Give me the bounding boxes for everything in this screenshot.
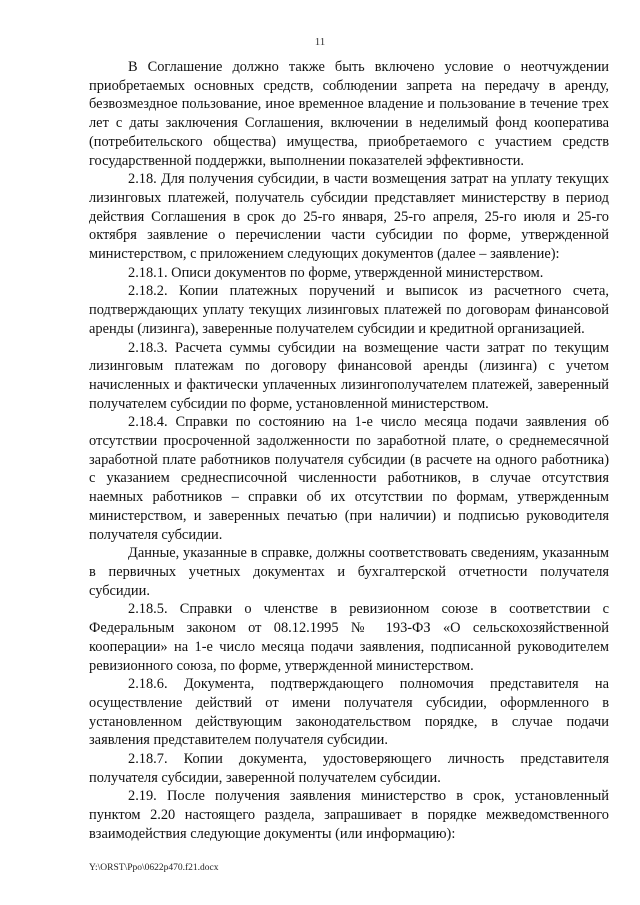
paragraph-2-18: 2.18. Для получения субсидии, в части возмещения затрат на уплату текущих лизинговых платежей, получатель субсидии представляет министерству в период действия Соглашения в срок до 25-го января, 25-го апреля, 25-го июля и 25-го октября заявление о перечислении части субсидии по форме, утвержденной министерством, с приложением следующих документов (далее – заявление): — [89, 171, 609, 263]
page-number: 11 — [314, 36, 326, 48]
paragraph-2-18-3: 2.18.3. Расчета суммы субсидии на возмещение части затрат по текущим лизинговым платежам по договору финансовой аренды (лизинга) с учетом начисленных и фактически уплаченных лизингополучателем платежей, заверенный получателем субсидии по форме, установленной министерством. — [89, 339, 609, 412]
paragraph-2-18-1: 2.18.1. Описи документов по форме, утвержденной министерством. — [128, 264, 544, 281]
document-body — [89, 58, 609, 844]
paragraph-2-18-5: 2.18.5. Справки о членстве в ревизионном союзе в соответствии с Федеральным законом от 08.12.1995 № 193-ФЗ «О сельскохозяйственной кооперации» на 1-е число месяца подачи заявления, подписанной руководителем ревизионного союза, по форме, утвержденной министерством. — [89, 601, 609, 674]
paragraph-2-18-4: 2.18.4. Справки по состоянию на 1-е число месяца подачи заявления об отсутствии просроченной задолженности по заработной плате, о среднемесячной заработной плате работников получателя субсидии (в расчете на одного работника) с указанием среднесписочной численности работников, в случае отсутствия наемных работников – справки об их отсутствии по формам, утвержденным министерством, и заверенных печатью (при наличии) и подписью руководителя получателя субсидии. — [89, 414, 609, 543]
paragraph-2-19: 2.19. После получения заявления министерство в срок, установленный пунктом 2.20 настоящего раздела, запрашивает в порядке межведомственного взаимодействия следующие документы (или информацию): — [89, 788, 609, 842]
paragraph-agreement-condition: В Соглашение должно также быть включено условие о неотчуждении приобретаемых основных средств, соблюдении запрета на передачу в аренду, безвозмездное пользование, иное временное владение и пользование в течение трех лет с даты заключения Соглашения, включении в неделимый фонд кооператива (потребительского общества) имущества, приобретаемого с участием средств государственной поддержки, выполнении показателей эффективности. — [89, 59, 609, 169]
paragraph-2-18-2: 2.18.2. Копии платежных поручений и выписок из расчетного счета, подтверждающих уплату текущих лизинговых платежей по договорам финансовой аренды (лизинга), заверенные получателем субсидии и кредитной организацией. — [89, 283, 609, 337]
paragraph-2-18-6: 2.18.6. Документа, подтверждающего полномочия представителя на осуществление действий от имени получателя субсидии, оформленного в установленном действующим законодательством порядке, в случае подачи заявления представителем получателя субсидии. — [89, 676, 609, 749]
footer-file-path: Y:\ORST\Ppo\0622p470.f21.docx — [89, 863, 219, 873]
paragraph-2-18-7: 2.18.7. Копии документа, удостоверяющего личность представителя получателя субсидии, заверенной получателем субсидии. — [89, 751, 609, 786]
paragraph-certificate-data: Данные, указанные в справке, должны соответствовать сведениям, указанным в первичных учетных документах и бухгалтерской отчетности получателя субсидии. — [89, 545, 609, 599]
